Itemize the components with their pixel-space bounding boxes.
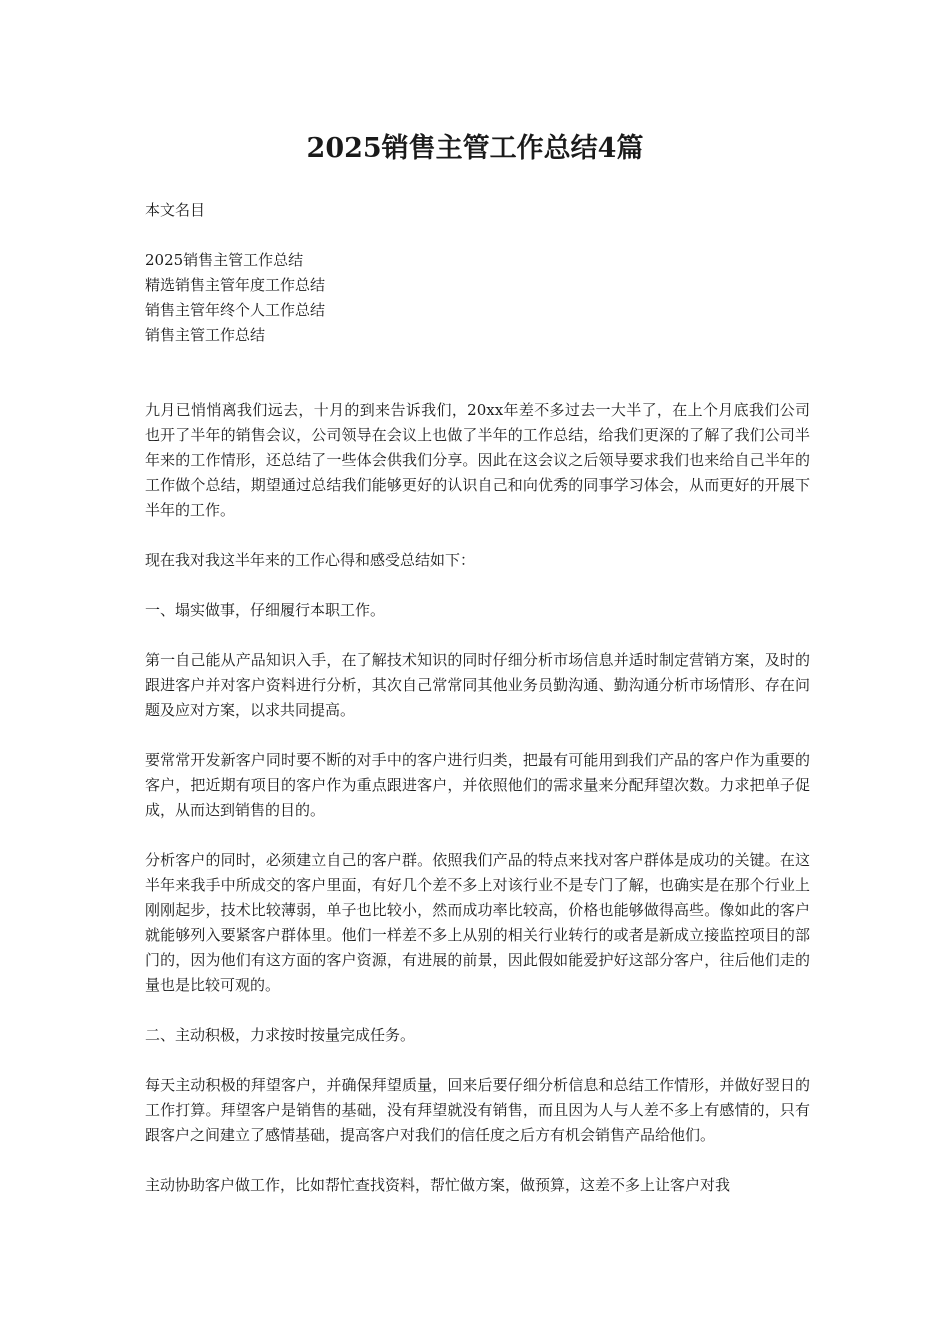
table-of-contents xyxy=(145,248,810,348)
document-title: 2025销售主管工作总结4篇 xyxy=(306,133,644,164)
toc-item[interactable]: 精选销售主管年度工作总结 xyxy=(145,276,326,294)
body-paragraph: 现在我对我这半年来的工作心得和感受总结如下： xyxy=(145,551,476,569)
body-paragraph: 九月已悄悄离我们远去，十月的到来告诉我们，20xx年差不多过去一大半了，在上个月底我们公司也开了半年的销售会议，公司领导在会议上也做了半年的工作总结，给我们更深的了解了我们公司半年来的工作情形，还总结了一些体会供我们分享。因此在这会议之后领导要求我们也来给自己半年的工作做个总结，期望通过总结我们能够更好的认识自己和向优秀的同事学习体会，从而更好的开展下半年的工作。 xyxy=(145,401,810,519)
body-paragraph: 分析客户的同时，必须建立自己的客户群。依照我们产品的特点来找对客户群体是成功的关键。在这半年来我手中所成交的客户里面，有好几个差不多上对该行业不是专门了解，也确实是在那个行业上刚刚起步，技术比较薄弱，单子也比较小，然而成功率比较高，价格也能够做得高些。像如此的客户就能够列入要紧客户群体里。他们一样差不多上从别的相关行业转行的或者是新成立接监控项目的部门的，因为他们有这方面的客户资源，有进展的前景，因此假如能爱护好这部分客户，往后他们走的量也是比较可观的。 xyxy=(145,851,810,994)
body-paragraph: 第一自己能从产品知识入手，在了解技术知识的同时仔细分析市场信息并适时制定营销方案，及时的跟进客户并对客户资料进行分析，其次自己常常同其他业务员勤沟通、勤沟通分析市场情形、存在问题及应对方案，以求共同提高。 xyxy=(145,651,810,719)
toc-heading: 本文名目 xyxy=(145,201,206,219)
body-paragraph: 每天主动积极的拜望客户，并确保拜望质量，回来后要仔细分析信息和总结工作情形，并做好翌日的工作打算。拜望客户是销售的基础，没有拜望就没有销售，而且因为人与人差不多上有感情的，只有跟客户之间建立了感情基础，提高客户对我们的信任度之后方有机会销售产品给他们。 xyxy=(145,1076,810,1144)
section-heading: 二、主动积极，力求按时按量完成任务。 xyxy=(145,1026,416,1044)
toc-item[interactable]: 销售主管工作总结 xyxy=(145,326,266,344)
body-paragraph: 主动协助客户做工作，比如帮忙查找资料，帮忙做方案，做预算，这差不多上让客户对我 xyxy=(145,1176,731,1194)
toc-item[interactable]: 销售主管年终个人工作总结 xyxy=(145,301,326,319)
section-heading: 一、塌实做事，仔细履行本职工作。 xyxy=(145,601,386,619)
document-body xyxy=(145,198,810,1223)
toc-item[interactable]: 2025销售主管工作总结 xyxy=(145,251,304,269)
body-paragraph: 要常常开发新客户同时要不断的对手中的客户进行归类，把最有可能用到我们产品的客户作为重要的客户，把近期有项目的客户作为重点跟进客户，并依照他们的需求量来分配拜望次数。力求把单子促成，从而达到销售的目的。 xyxy=(145,751,810,819)
